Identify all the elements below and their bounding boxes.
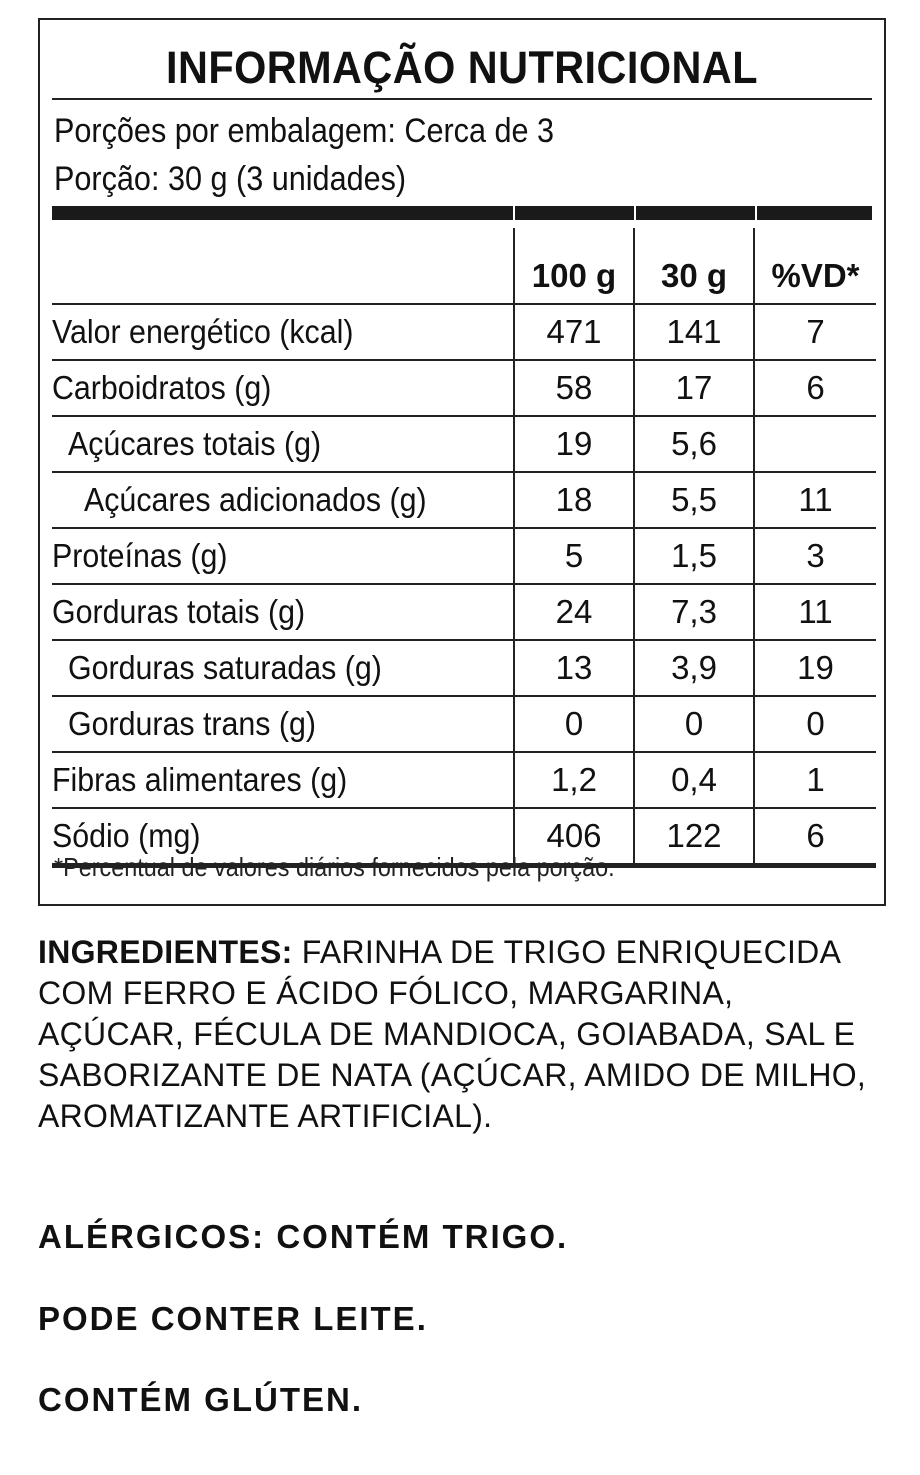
value-30g: 0,4	[634, 752, 754, 808]
vd-footnote: *Percentual de valores diários fornecidos pela porção.	[54, 852, 615, 882]
thick-divider	[52, 206, 872, 220]
nutrient-name: Gorduras saturadas (g)	[68, 649, 382, 686]
table-row	[52, 360, 876, 416]
divider-gap	[513, 206, 515, 220]
table-row	[52, 752, 876, 808]
nutrient-name: Sódio (mg)	[52, 817, 201, 854]
value-vd: 7	[754, 304, 876, 360]
ingredients-heading: INGREDIENTES:	[38, 934, 293, 970]
nutrient-name: Gorduras totais (g)	[52, 593, 306, 630]
value-vd: 6	[754, 808, 876, 866]
divider-gap	[755, 206, 757, 220]
ingredients-block	[38, 932, 878, 1137]
column-header-30g: 30 g	[634, 228, 754, 304]
value-100g: 19	[514, 416, 634, 472]
value-100g: 0	[514, 696, 634, 752]
servings-per-package: Porções por embalagem: Cerca de 3	[54, 112, 555, 150]
gluten-warning: CONTÉM GLÚTEN.	[38, 1381, 363, 1418]
nutrition-table	[52, 228, 876, 868]
value-30g: 141	[634, 304, 754, 360]
value-vd: 1	[754, 752, 876, 808]
value-30g: 5,6	[634, 416, 754, 472]
value-100g: 1,2	[514, 752, 634, 808]
table-row	[52, 696, 876, 752]
value-100g: 471	[514, 304, 634, 360]
value-100g: 18	[514, 472, 634, 528]
value-vd: 11	[754, 472, 876, 528]
value-100g: 5	[514, 528, 634, 584]
value-vd: 6	[754, 360, 876, 416]
nutrient-name: Açúcares adicionados (g)	[84, 481, 427, 518]
value-vd: 19	[754, 640, 876, 696]
divider-gap	[634, 206, 636, 220]
value-100g: 406	[514, 808, 634, 866]
table-row	[52, 528, 876, 584]
table-row	[52, 472, 876, 528]
value-100g: 58	[514, 360, 634, 416]
value-vd: 0	[754, 696, 876, 752]
nutrient-name: Açúcares totais (g)	[68, 425, 322, 462]
header-blank	[52, 228, 514, 304]
ingredients-list: FARINHA DE TRIGO ENRIQUECIDA COM FERRO E ÁCIDO FÓLICO, MARGARINA, AÇÚCAR, FÉCULA DE MANDIOCA, GOIABADA, SAL E SABORIZANTE DE NATA (AÇÚCAR, AMIDO DE MILHO, AROMATIZANTE ARTIFICIAL).	[38, 934, 867, 1134]
value-vd: 3	[754, 528, 876, 584]
value-vd	[754, 416, 876, 472]
nutrition-title: INFORMAÇÃO NUTRICIONAL	[166, 42, 758, 93]
value-100g: 13	[514, 640, 634, 696]
table-row	[52, 584, 876, 640]
nutrient-name: Fibras alimentares (g)	[52, 761, 348, 798]
nutrient-name: Proteínas (g)	[52, 537, 228, 574]
value-30g: 5,5	[634, 472, 754, 528]
column-header-vd: %VD*	[754, 228, 876, 304]
nutrition-facts-panel	[38, 18, 886, 906]
value-30g: 0	[634, 696, 754, 752]
allergen-warning: ALÉRGICOS: CONTÉM TRIGO.	[38, 1218, 569, 1255]
table-row	[52, 416, 876, 472]
nutrient-name: Valor energético (kcal)	[52, 313, 354, 350]
value-100g: 24	[514, 584, 634, 640]
nutrient-name: Gorduras trans (g)	[68, 705, 317, 742]
table-row	[52, 304, 876, 360]
value-30g: 1,5	[634, 528, 754, 584]
value-30g: 3,9	[634, 640, 754, 696]
title-divider	[52, 98, 872, 100]
column-header-100g: 100 g	[514, 228, 634, 304]
serving-size: Porção: 30 g (3 unidades)	[54, 160, 407, 198]
value-30g: 17	[634, 360, 754, 416]
table-header-row	[52, 228, 876, 304]
table-row	[52, 640, 876, 696]
may-contain-warning: PODE CONTER LEITE.	[38, 1300, 428, 1337]
value-vd: 11	[754, 584, 876, 640]
value-30g: 122	[634, 808, 754, 866]
value-30g: 7,3	[634, 584, 754, 640]
nutrient-name: Carboidratos (g)	[52, 369, 272, 406]
